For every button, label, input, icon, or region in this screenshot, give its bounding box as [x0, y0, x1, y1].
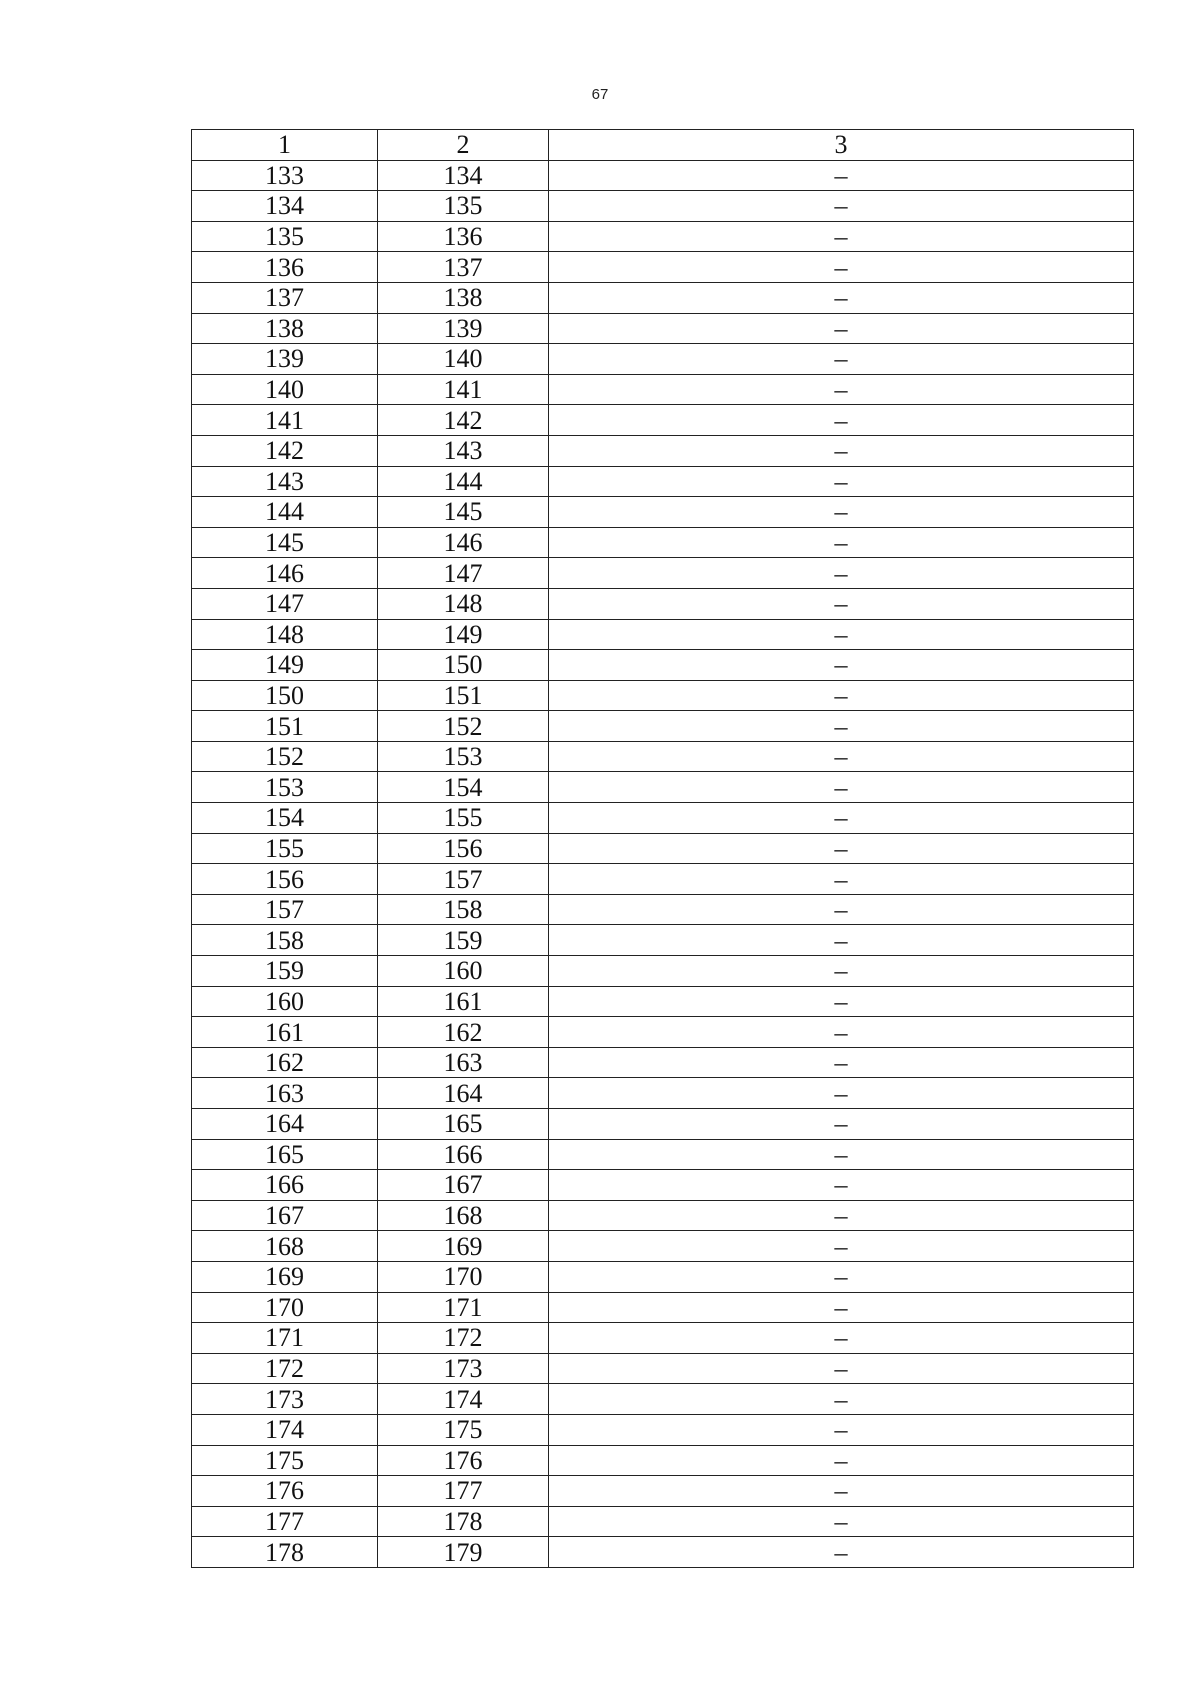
- table-row: [192, 1414, 1134, 1445]
- table-cell-col-3: –: [549, 527, 1134, 558]
- table-row: [192, 466, 1134, 497]
- table-cell-col-1: 160: [192, 986, 378, 1017]
- table-cell-col-1: 174: [192, 1414, 378, 1445]
- table-row: [192, 619, 1134, 650]
- table-cell-col-1: 154: [192, 803, 378, 834]
- table-cell-col-2: 176: [378, 1445, 549, 1476]
- table-cell-col-1: 143: [192, 466, 378, 497]
- table-cell-col-3: –: [549, 619, 1134, 650]
- table-row: [192, 252, 1134, 283]
- table-row: [192, 1231, 1134, 1262]
- table-row: [192, 986, 1134, 1017]
- table-cell-col-2: 159: [378, 925, 549, 956]
- table-row: [192, 1384, 1134, 1415]
- table-cell-col-1: 170: [192, 1292, 378, 1323]
- table-cell-col-1: 134: [192, 191, 378, 222]
- table-cell-col-1: 147: [192, 588, 378, 619]
- table-cell-col-3: –: [549, 221, 1134, 252]
- table-cell-col-3: –: [549, 1384, 1134, 1415]
- table-cell-col-1: 166: [192, 1170, 378, 1201]
- table-row: [192, 221, 1134, 252]
- table-cell-col-2: 142: [378, 405, 549, 436]
- table-cell-col-1: 140: [192, 374, 378, 405]
- table-cell-col-1: 149: [192, 650, 378, 681]
- table-cell-col-1: 138: [192, 313, 378, 344]
- table-cell-col-1: 152: [192, 741, 378, 772]
- table-cell-col-3: –: [549, 1476, 1134, 1507]
- table-cell-col-3: –: [549, 1017, 1134, 1048]
- table-row: [192, 741, 1134, 772]
- table-cell-col-3: –: [549, 466, 1134, 497]
- table-cell-col-2: 135: [378, 191, 549, 222]
- table-cell-col-3: –: [549, 1170, 1134, 1201]
- table-cell-col-2: 154: [378, 772, 549, 803]
- table-cell-col-1: 165: [192, 1139, 378, 1170]
- table-row: [192, 772, 1134, 803]
- table-cell-col-1: 141: [192, 405, 378, 436]
- table-cell-col-2: 140: [378, 344, 549, 375]
- table-cell-col-1: 159: [192, 956, 378, 987]
- table-cell-col-1: 146: [192, 558, 378, 589]
- table-cell-col-2: 177: [378, 1476, 549, 1507]
- table-cell-col-2: 163: [378, 1047, 549, 1078]
- table-cell-col-3: –: [549, 833, 1134, 864]
- table-cell-col-1: 162: [192, 1047, 378, 1078]
- table-cell-col-1: 136: [192, 252, 378, 283]
- table-cell-col-2: 150: [378, 650, 549, 681]
- table-cell-col-1: 135: [192, 221, 378, 252]
- table-row: [192, 1506, 1134, 1537]
- header-cell-col-1: 1: [192, 130, 378, 161]
- table-cell-col-2: 158: [378, 894, 549, 925]
- table-cell-col-3: –: [549, 497, 1134, 528]
- table-cell-col-1: 145: [192, 527, 378, 558]
- table-cell-col-2: 143: [378, 435, 549, 466]
- table-cell-col-1: 148: [192, 619, 378, 650]
- table-cell-col-1: 157: [192, 894, 378, 925]
- table-row: [192, 1537, 1134, 1568]
- table-row: [192, 711, 1134, 742]
- table-row: [192, 1047, 1134, 1078]
- table-row: [192, 1323, 1134, 1354]
- table-cell-col-1: 167: [192, 1200, 378, 1231]
- table-cell-col-1: 164: [192, 1109, 378, 1140]
- table-cell-col-1: 151: [192, 711, 378, 742]
- table-row: [192, 956, 1134, 987]
- table-cell-col-3: –: [549, 741, 1134, 772]
- table-row: [192, 191, 1134, 222]
- table-cell-col-1: 137: [192, 282, 378, 313]
- data-table: [191, 129, 1134, 1568]
- table-cell-col-2: 148: [378, 588, 549, 619]
- table-cell-col-1: 173: [192, 1384, 378, 1415]
- table-cell-col-3: –: [549, 344, 1134, 375]
- table-cell-col-1: 133: [192, 160, 378, 191]
- table-row: [192, 833, 1134, 864]
- table-cell-col-2: 175: [378, 1414, 549, 1445]
- table-cell-col-2: 169: [378, 1231, 549, 1262]
- table-row: [192, 1109, 1134, 1140]
- table-row: [192, 1200, 1134, 1231]
- table-cell-col-2: 136: [378, 221, 549, 252]
- table-cell-col-2: 165: [378, 1109, 549, 1140]
- table-cell-col-3: –: [549, 282, 1134, 313]
- table-cell-col-3: –: [549, 956, 1134, 987]
- table-row: [192, 405, 1134, 436]
- table-cell-col-2: 149: [378, 619, 549, 650]
- table-cell-col-2: 173: [378, 1353, 549, 1384]
- table-row: [192, 1353, 1134, 1384]
- table-row: [192, 803, 1134, 834]
- table-cell-col-2: 179: [378, 1537, 549, 1568]
- table-cell-col-3: –: [549, 588, 1134, 619]
- table-cell-col-3: –: [549, 1078, 1134, 1109]
- table-row: [192, 588, 1134, 619]
- table-cell-col-2: 141: [378, 374, 549, 405]
- table-cell-col-2: 178: [378, 1506, 549, 1537]
- table-cell-col-1: 172: [192, 1353, 378, 1384]
- table-row: [192, 344, 1134, 375]
- table-cell-col-3: –: [549, 1537, 1134, 1568]
- table-cell-col-3: –: [549, 1506, 1134, 1537]
- table-cell-col-3: –: [549, 925, 1134, 956]
- table-row: [192, 864, 1134, 895]
- table-cell-col-2: 172: [378, 1323, 549, 1354]
- table-cell-col-2: 157: [378, 864, 549, 895]
- table-cell-col-2: 138: [378, 282, 549, 313]
- table-row: [192, 894, 1134, 925]
- table-row: [192, 313, 1134, 344]
- table-row: [192, 1017, 1134, 1048]
- table-cell-col-1: 168: [192, 1231, 378, 1262]
- table-row: [192, 1445, 1134, 1476]
- table-cell-col-3: –: [549, 772, 1134, 803]
- table-cell-col-1: 161: [192, 1017, 378, 1048]
- table-cell-col-2: 153: [378, 741, 549, 772]
- table-cell-col-1: 158: [192, 925, 378, 956]
- table-cell-col-2: 168: [378, 1200, 549, 1231]
- table-cell-col-2: 144: [378, 466, 549, 497]
- header-cell-col-2: 2: [378, 130, 549, 161]
- table-cell-col-1: 178: [192, 1537, 378, 1568]
- table-cell-col-2: 160: [378, 956, 549, 987]
- table-row: [192, 374, 1134, 405]
- table-cell-col-3: –: [549, 1445, 1134, 1476]
- table-cell-col-2: 139: [378, 313, 549, 344]
- table-row: [192, 680, 1134, 711]
- table-cell-col-1: 171: [192, 1323, 378, 1354]
- table-cell-col-1: 169: [192, 1261, 378, 1292]
- table-cell-col-2: 162: [378, 1017, 549, 1048]
- table-header-row: [192, 130, 1134, 161]
- table-cell-col-1: 150: [192, 680, 378, 711]
- table-cell-col-2: 134: [378, 160, 549, 191]
- table-cell-col-1: 177: [192, 1506, 378, 1537]
- table-cell-col-3: –: [549, 803, 1134, 834]
- table-cell-col-3: –: [549, 160, 1134, 191]
- table-cell-col-3: –: [549, 1353, 1134, 1384]
- table-cell-col-2: 147: [378, 558, 549, 589]
- table-row: [192, 1476, 1134, 1507]
- table-cell-col-2: 146: [378, 527, 549, 558]
- table-cell-col-3: –: [549, 894, 1134, 925]
- table-cell-col-3: –: [549, 1414, 1134, 1445]
- table-cell-col-2: 137: [378, 252, 549, 283]
- table-row: [192, 1261, 1134, 1292]
- table-cell-col-3: –: [549, 435, 1134, 466]
- table-row: [192, 527, 1134, 558]
- table-cell-col-2: 166: [378, 1139, 549, 1170]
- table-cell-col-3: –: [549, 558, 1134, 589]
- table-cell-col-1: 155: [192, 833, 378, 864]
- table-cell-col-3: –: [549, 313, 1134, 344]
- table-row: [192, 1170, 1134, 1201]
- table-cell-col-2: 170: [378, 1261, 549, 1292]
- table-cell-col-2: 152: [378, 711, 549, 742]
- table-cell-col-3: –: [549, 1292, 1134, 1323]
- table-cell-col-3: –: [549, 1047, 1134, 1078]
- table-cell-col-1: 153: [192, 772, 378, 803]
- table-body: [192, 130, 1134, 1568]
- table-cell-col-3: –: [549, 1200, 1134, 1231]
- table-cell-col-2: 161: [378, 986, 549, 1017]
- table-row: [192, 1139, 1134, 1170]
- table-cell-col-3: –: [549, 986, 1134, 1017]
- table-cell-col-1: 139: [192, 344, 378, 375]
- table-cell-col-2: 167: [378, 1170, 549, 1201]
- table-cell-col-1: 175: [192, 1445, 378, 1476]
- table-cell-col-3: –: [549, 374, 1134, 405]
- table-cell-col-2: 171: [378, 1292, 549, 1323]
- table-cell-col-1: 142: [192, 435, 378, 466]
- table-cell-col-2: 164: [378, 1078, 549, 1109]
- table-row: [192, 558, 1134, 589]
- table-cell-col-2: 155: [378, 803, 549, 834]
- table-cell-col-2: 151: [378, 680, 549, 711]
- table-cell-col-1: 176: [192, 1476, 378, 1507]
- table-cell-col-2: 156: [378, 833, 549, 864]
- table-cell-col-3: –: [549, 252, 1134, 283]
- table-cell-col-1: 156: [192, 864, 378, 895]
- header-cell-col-3: 3: [549, 130, 1134, 161]
- table-cell-col-3: –: [549, 650, 1134, 681]
- table-cell-col-2: 174: [378, 1384, 549, 1415]
- table-cell-col-3: –: [549, 191, 1134, 222]
- table-cell-col-3: –: [549, 405, 1134, 436]
- table-cell-col-2: 145: [378, 497, 549, 528]
- table-cell-col-3: –: [549, 1261, 1134, 1292]
- table-row: [192, 282, 1134, 313]
- table-row: [192, 1078, 1134, 1109]
- table-row: [192, 925, 1134, 956]
- table-row: [192, 435, 1134, 466]
- table-cell-col-3: –: [549, 1323, 1134, 1354]
- table-cell-col-3: –: [549, 1231, 1134, 1262]
- table-cell-col-3: –: [549, 1109, 1134, 1140]
- table-row: [192, 1292, 1134, 1323]
- table-cell-col-1: 144: [192, 497, 378, 528]
- table-row: [192, 650, 1134, 681]
- page-number: 67: [591, 86, 609, 103]
- table-cell-col-3: –: [549, 680, 1134, 711]
- table-cell-col-3: –: [549, 711, 1134, 742]
- table-row: [192, 160, 1134, 191]
- table-cell-col-3: –: [549, 864, 1134, 895]
- table-cell-col-1: 163: [192, 1078, 378, 1109]
- table-row: [192, 497, 1134, 528]
- table-cell-col-3: –: [549, 1139, 1134, 1170]
